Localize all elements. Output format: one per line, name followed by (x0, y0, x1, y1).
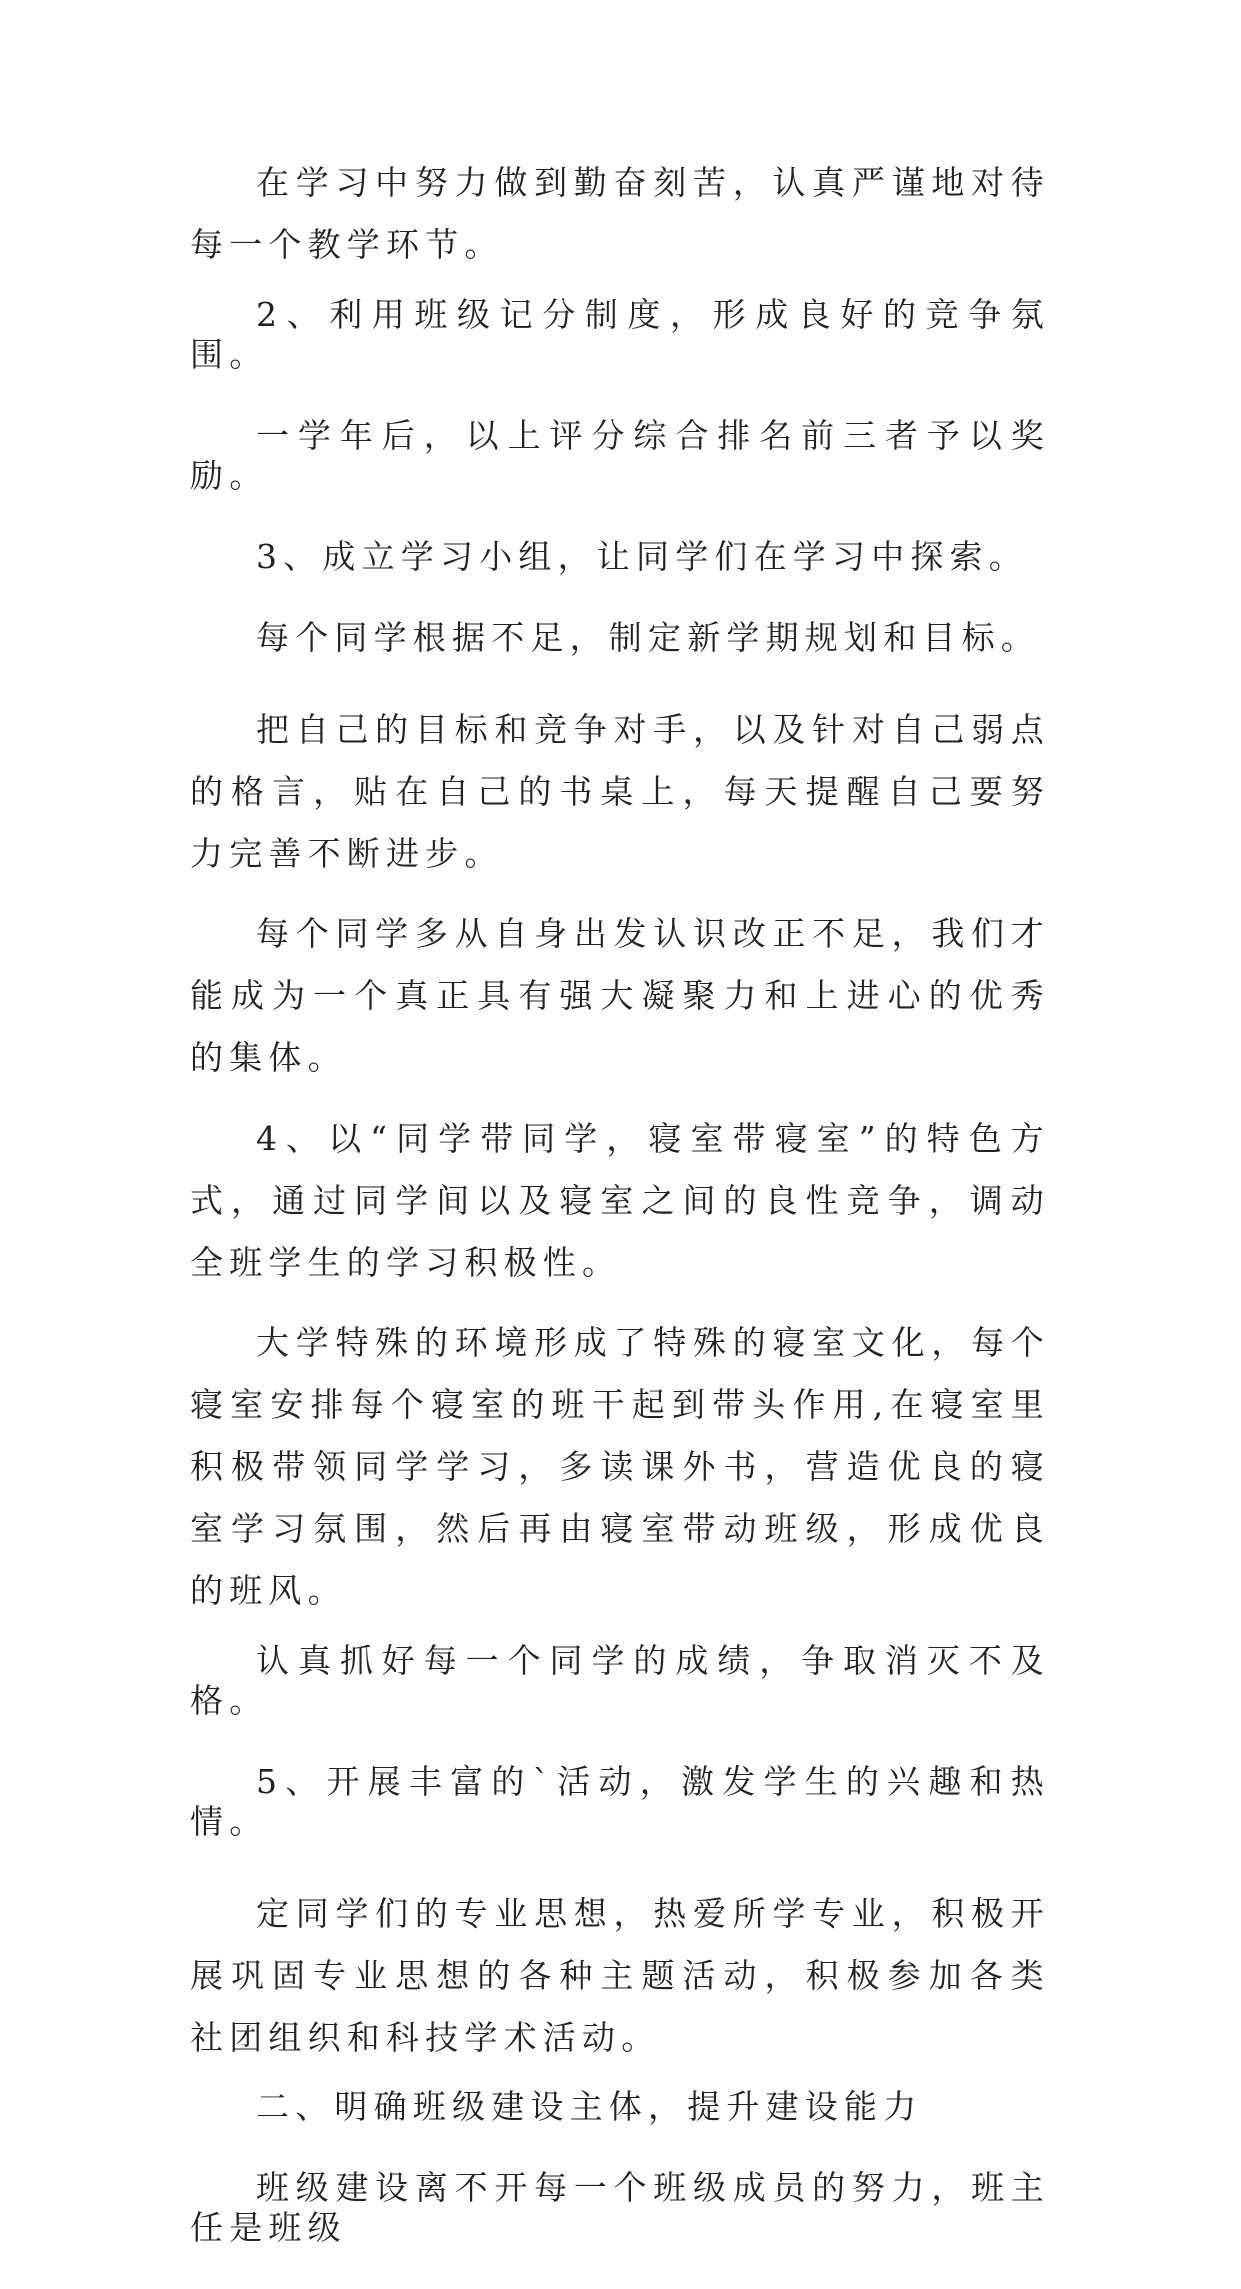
paragraph-reward: 一学年后，以上评分综合排名前三者予以奖励。 (190, 415, 1050, 495)
paragraph-point-3: 3、成立学习小组，让同学们在学习中探索。 (256, 536, 1028, 576)
paragraph-grades: 认真抓好每一个同学的成绩，争取消灭不及格。 (190, 1640, 1050, 1720)
paragraph-motto: 把自己的目标和竞争对手，以及针对自己弱点的格言，贴在自己的书桌上，每天提醒自己要努力完善不断进步。 (190, 709, 1050, 873)
paragraph-class-building: 班级建设离不开每一个班级成员的努力，班主任是班级 (190, 2168, 1050, 2247)
paragraph-point-5: 5、开展丰富的`活动，激发学生的兴趣和热情。 (190, 1761, 1050, 1841)
paragraph-study-attitude: 在学习中努力做到勤奋刻苦，认真严谨地对待每一个教学环节。 (190, 163, 1050, 264)
section-heading-2: 二、明确班级建设主体，提升建设能力 (256, 2087, 923, 2126)
paragraph-point-4: 4、以“同学带同学，寝室带寝室”的特色方式，通过同学间以及寝室之间的良性竞争，调动全班学生的学习积极性。 (190, 1118, 1050, 1282)
paragraph-collective: 每个同学多从自身出发认识改正不足，我们才能成为一个真正具有强大凝聚力和上进心的优秀的集体。 (190, 914, 1050, 1077)
paragraph-major-thinking: 定同学们的专业思想，热爱所学专业，积极开展巩固专业思想的各种主题活动，积极参加各类社团组织和科技学术活动。 (190, 1893, 1050, 2057)
paragraph-dorm-culture: 大学特殊的环境形成了特殊的寝室文化，每个寝室安排每个寝室的班干起到带头作用,在寝室里积极带领同学学习，多读课外书，营造优良的寝室学习氛围，然后再由寝室带动班级，形成优良的班风。 (190, 1323, 1050, 1610)
paragraph-plan-goals: 每个同学根据不足，制定新学期规划和目标。 (256, 617, 1040, 657)
document-page (190, 152, 1050, 2289)
paragraph-point-2: 2、利用班级记分制度，形成良好的竞争氛围。 (190, 294, 1050, 374)
